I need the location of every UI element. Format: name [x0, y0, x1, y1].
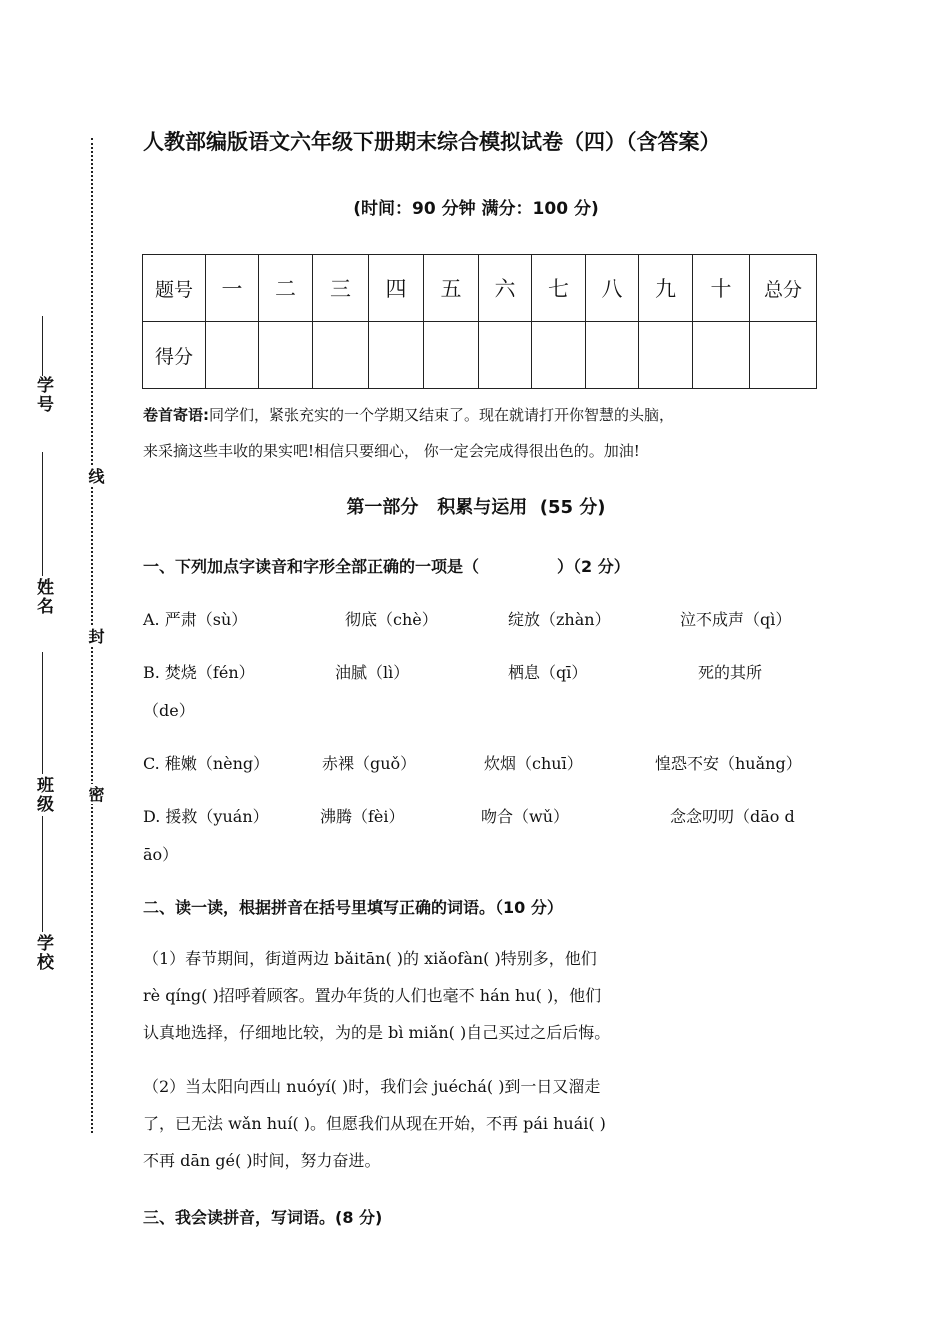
- col-header: 十: [693, 255, 750, 322]
- score-row: [143, 322, 817, 389]
- option-d-word-4: 念念叨叨（dāo d: [670, 807, 795, 826]
- student-id-label: 学号: [33, 376, 53, 414]
- col-header: 七: [532, 255, 586, 322]
- passage-1-line-2: rè qíng( )招呼着顾客。置办年货的人们也毫不 hán hu( )，他们: [143, 986, 602, 1005]
- score-cell[interactable]: [479, 322, 532, 389]
- section-heading: 第一部分 积累与运用 (55 分): [346, 497, 606, 518]
- intro-label: 卷首寄语:: [143, 406, 209, 424]
- exam-meta: (时间：90 分钟 满分：100 分): [353, 199, 599, 219]
- page-title: 人教部编版语文六年级下册期末综合模拟试卷（四）（含答案）: [143, 130, 721, 154]
- score-cell[interactable]: [313, 322, 369, 389]
- student-id-field[interactable]: [42, 316, 43, 376]
- score-cell[interactable]: [369, 322, 424, 389]
- option-b-word-3: 栖息（qī）: [508, 663, 588, 682]
- option-d-continuation: āo）: [143, 845, 179, 864]
- intro-line-2: 来采摘这些丰收的果实吧!相信只要细心， 你一定会完成得很出色的。加油!: [143, 442, 640, 460]
- score-cell[interactable]: [586, 322, 639, 389]
- row-label-question: 题号: [143, 255, 206, 322]
- col-header: 五: [424, 255, 479, 322]
- col-header: 一: [206, 255, 259, 322]
- option-a-word-4: 泣不成声（qì）: [680, 610, 792, 629]
- passage-2-line-2: 了，已无法 wǎn huí( )。但愿我们从现在开始，不再 pái huái( ): [143, 1114, 606, 1133]
- class-field[interactable]: [42, 652, 43, 774]
- option-d-word-3: 吻合（wǔ）: [481, 807, 570, 826]
- passage-1-line-3: 认真地选择，仔细地比较，为的是 bì miǎn( )自己买过之后后悔。: [143, 1023, 611, 1042]
- score-cell[interactable]: [532, 322, 586, 389]
- school-field[interactable]: [42, 816, 43, 932]
- score-cell[interactable]: [259, 322, 313, 389]
- question-number-row: [143, 255, 817, 322]
- score-cell[interactable]: [424, 322, 479, 389]
- question-3-heading: 三、我会读拼音，写词语。(8 分): [143, 1208, 383, 1227]
- seal-line-mark: 线: [86, 468, 105, 484]
- option-c-word-1: C. 稚嫩（nèng）: [143, 754, 270, 773]
- col-header: 八: [586, 255, 639, 322]
- class-label: 班级: [33, 776, 53, 814]
- option-c-word-2: 赤裸（guǒ）: [322, 754, 417, 773]
- score-cell[interactable]: [206, 322, 259, 389]
- question-2-passage-1: [143, 940, 813, 1051]
- option-c-word-4: 惶恐不安（huǎng）: [655, 754, 802, 773]
- score-cell-total[interactable]: [750, 322, 817, 389]
- option-c-word-3: 炊烟（chuī）: [484, 754, 583, 773]
- option-d-word-1: D. 援救（yuán）: [143, 807, 269, 826]
- seal-seal-mark: 封: [86, 628, 105, 644]
- intro-message: [143, 397, 813, 469]
- score-table: [142, 254, 817, 389]
- question-2-passage-2: [143, 1068, 813, 1179]
- option-a-word-1: A. 严肃（sù）: [143, 610, 248, 629]
- question-2-heading: 二、读一读，根据拼音在括号里填写正确的词语。（10 分）: [143, 898, 563, 917]
- passage-1-line-1: （1）春节期间，街道两边 bǎitān( )的 xiǎofàn( )特别多，他们: [143, 949, 597, 968]
- score-cell[interactable]: [639, 322, 693, 389]
- option-a-word-3: 绽放（zhàn）: [508, 610, 611, 629]
- option-b-continuation: （de）: [143, 701, 195, 720]
- col-header: 三: [313, 255, 369, 322]
- col-header: 二: [259, 255, 313, 322]
- option-b-word-2: 油腻（lì）: [335, 663, 410, 682]
- col-header: 六: [479, 255, 532, 322]
- row-label-score: 得分: [143, 322, 206, 389]
- option-a-word-2: 彻底（chè）: [345, 610, 438, 629]
- col-header: 四: [369, 255, 424, 322]
- option-b-word-1: B. 焚烧（fén）: [143, 663, 255, 682]
- name-label: 姓名: [33, 578, 53, 616]
- passage-2-line-1: （2）当太阳向西山 nuóyí( )时，我们会 juéchá( )到一日又溜走: [143, 1077, 601, 1096]
- col-header-total: 总分: [750, 255, 817, 322]
- passage-2-line-3: 不再 dān gé( )时间，努力奋进。: [143, 1151, 381, 1170]
- question-1-heading: 一、下列加点字读音和字形全部正确的一项是（ ）（2 分）: [143, 557, 630, 576]
- option-b-word-4: 死的其所: [698, 663, 763, 682]
- seal-secret-mark: 密: [86, 786, 105, 802]
- school-label: 学校: [33, 934, 53, 972]
- name-field[interactable]: [42, 452, 43, 576]
- intro-line-1: 同学们，紧张充实的一个学期又结束了。现在就请打开你智慧的头脑，: [209, 406, 675, 424]
- score-cell[interactable]: [693, 322, 750, 389]
- col-header: 九: [639, 255, 693, 322]
- option-d-word-2: 沸腾（fèi）: [320, 807, 405, 826]
